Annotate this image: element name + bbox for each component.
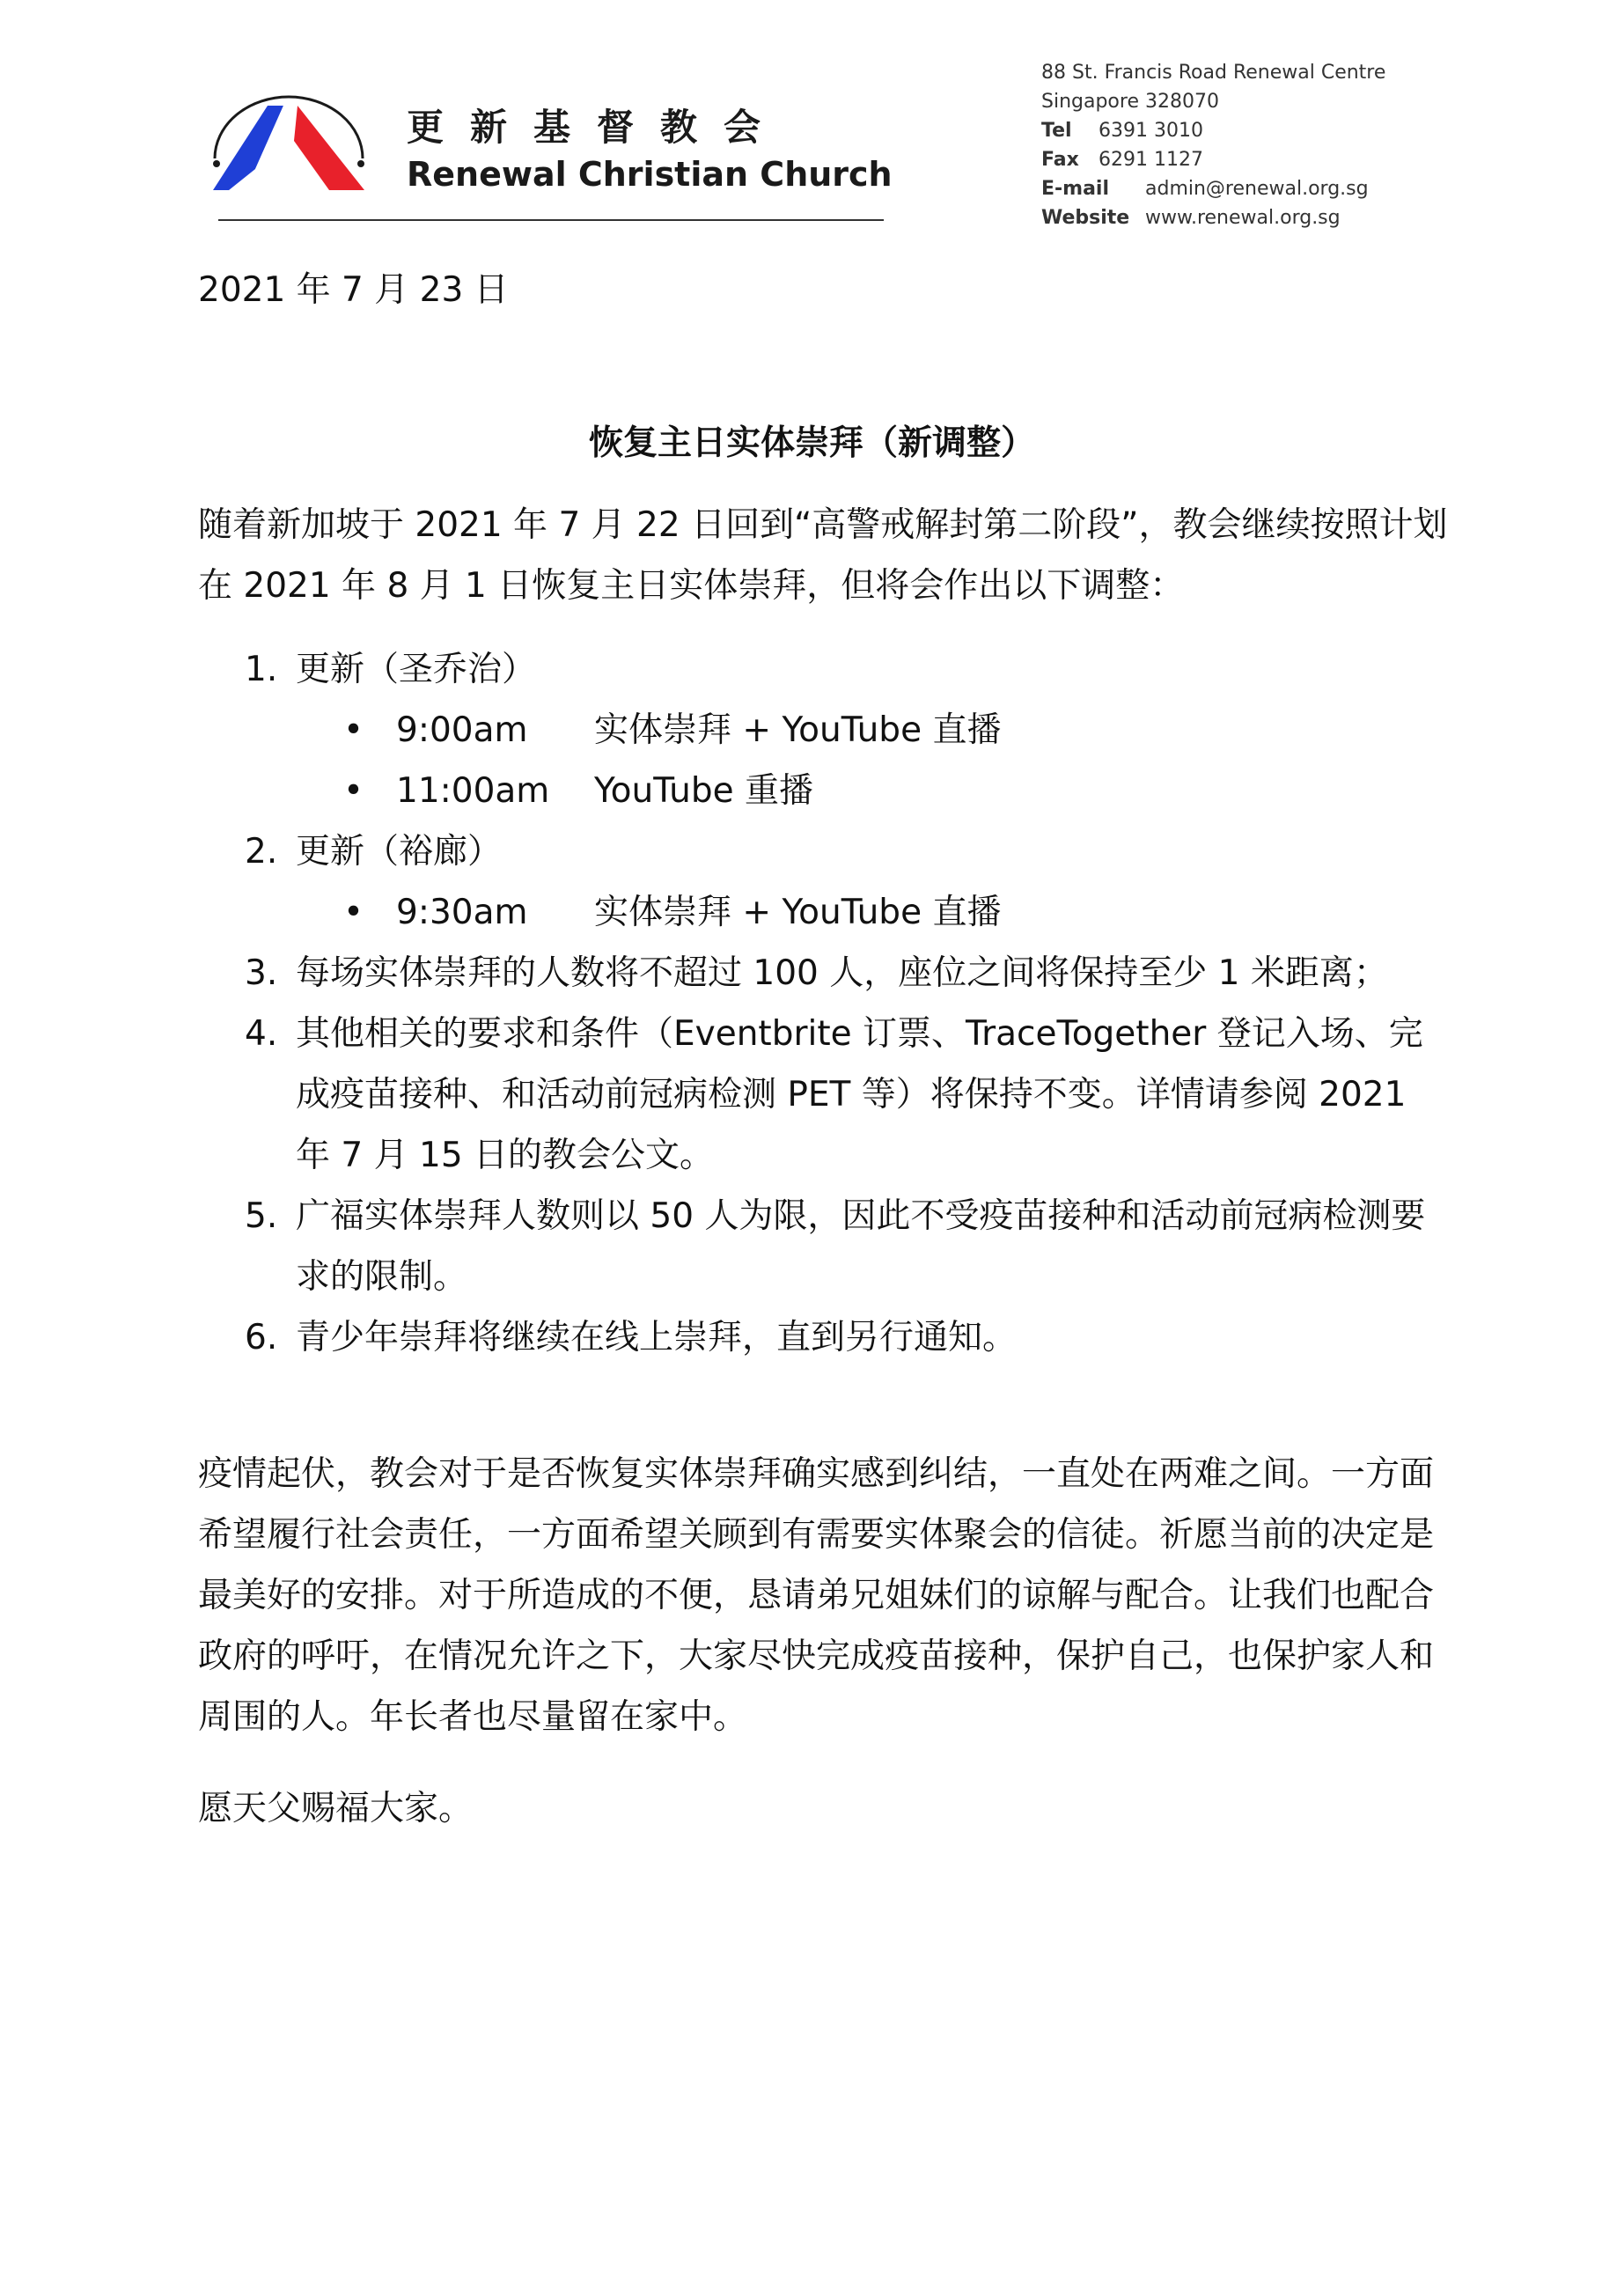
item-number: 6.: [245, 1318, 278, 1357]
sub-list-item: [245, 882, 1451, 943]
service-description: 实体崇拜 + YouTube 直播: [594, 710, 1002, 750]
closing-paragraph: 疫情起伏，教会对于是否恢复实体崇拜确实感到纠结，一直处在两难之间。一方面希望履行社会责任，一方面希望关顾到有需要实体聚会的信徒。祈愿当前的决定是最美好的安排。对于所造成的不便，恳请弟兄姐妹们的谅解与配合。让我们也配合政府的呼吁，在情况允许之下，大家尽快完成疫苗接种，保护自己，也保护家人和周围的人。年长者也尽量留在家中。: [198, 1454, 1435, 1737]
contact-block: [1041, 58, 1385, 232]
item-number: 2.: [245, 832, 278, 872]
email-row: [1041, 174, 1385, 203]
tel-row: [1041, 116, 1385, 145]
letter-date: 2021 年 7 月 23 日: [198, 270, 509, 310]
item-number: 4.: [245, 1014, 278, 1054]
tel-value: 6391 3010: [1099, 120, 1203, 142]
list-item: [245, 943, 1451, 1004]
fax-value: 6291 1127: [1099, 149, 1203, 171]
item-number: 3.: [245, 953, 278, 993]
church-name-english: Renewal Christian Church: [407, 155, 893, 194]
address-line-2: Singapore 328070: [1041, 91, 1219, 113]
website-row: [1041, 203, 1385, 232]
website-label: Website: [1041, 207, 1130, 229]
item-text: 更新（圣乔治）: [296, 650, 537, 689]
header-divider: [218, 219, 884, 221]
bullet-icon: •: [343, 771, 364, 811]
bullet-icon: •: [343, 893, 364, 932]
email-value: admin@renewal.org.sg: [1145, 178, 1369, 200]
fax-label: Fax: [1041, 149, 1079, 171]
page-title: 恢复主日实体崇拜（新调整）: [588, 423, 1035, 463]
item-text: 其他相关的要求和条件（Eventbrite 订票、TraceTogether 登记入场、完成疫苗接种、和活动前冠病检测 PET 等）将保持不变。详情请参阅 2021 年 7 月 15 日的教会公文。: [296, 1014, 1423, 1175]
church-name-chinese: 更新基督教会: [407, 106, 788, 149]
item-number: 1.: [245, 650, 278, 689]
service-time: 11:00am: [396, 771, 550, 811]
service-description: YouTube 重播: [594, 771, 813, 811]
email-label: E-mail: [1041, 178, 1110, 200]
logo-dot-right: [357, 160, 364, 167]
logo-dot-left: [213, 160, 220, 167]
adjustment-list: [245, 639, 1451, 1368]
tel-label: Tel: [1041, 120, 1072, 142]
blessing-line: 愿天父赐福大家。: [198, 1789, 474, 1828]
item-number: 5.: [245, 1196, 278, 1236]
list-item: [245, 821, 1451, 882]
service-description: 实体崇拜 + YouTube 直播: [594, 893, 1002, 932]
service-time: 9:30am: [396, 893, 528, 932]
item-text: 青少年崇拜将继续在线上崇拜，直到另行通知。: [296, 1318, 1018, 1357]
fax-row: [1041, 145, 1385, 174]
address-line-1: 88 St. Francis Road Renewal Centre: [1041, 62, 1386, 84]
church-logo: [209, 95, 368, 192]
intro-paragraph: 随着新加坡于 2021 年 7 月 22 日回到“高警戒解封第二阶段”，教会继续按照计划在 2021 年 8 月 1 日恢复主日实体崇拜，但将会作出以下调整：: [198, 505, 1448, 606]
item-text: 广福实体崇拜人数则以 50 人为限，因此不受疫苗接种和活动前冠病检测要求的限制。: [296, 1196, 1426, 1297]
item-text: 每场实体崇拜的人数将不超过 100 人，座位之间将保持至少 1 米距离；: [296, 953, 1388, 993]
item-text: 更新（裕廊）: [296, 832, 503, 872]
sub-list-item: [245, 761, 1451, 821]
sub-list-item: [245, 700, 1451, 761]
service-time: 9:00am: [396, 710, 528, 750]
list-item: [245, 1307, 1451, 1368]
list-item: [245, 1186, 1451, 1307]
list-item: [245, 1004, 1451, 1186]
website-value: www.renewal.org.sg: [1145, 207, 1341, 229]
bullet-icon: •: [343, 710, 364, 750]
list-item: [245, 639, 1451, 700]
